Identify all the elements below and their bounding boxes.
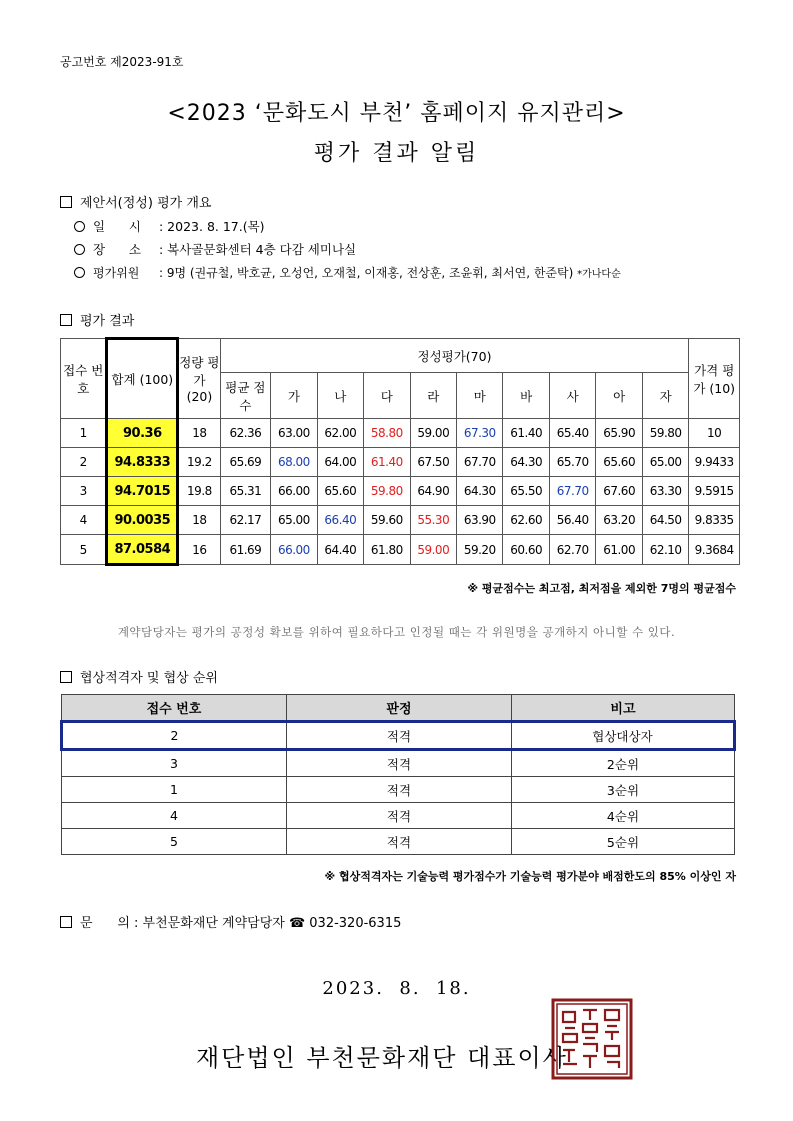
circle-bullet-icon <box>74 267 85 278</box>
price-score: 9.8335 <box>689 506 740 535</box>
overview-heading: 제안서(정성) 평가 개요 <box>60 192 211 211</box>
evaluator-score: 55.30 <box>410 506 456 535</box>
quant-score: 18 <box>178 506 220 535</box>
negotiation-verdict: 적격 <box>286 829 511 855</box>
price-score: 9.3684 <box>689 535 740 565</box>
evaluator-score: 61.80 <box>364 535 410 565</box>
evaluator-score: 60.60 <box>503 535 549 565</box>
header-evaluator: 라 <box>410 373 456 419</box>
evaluator-score: 66.00 <box>271 535 317 565</box>
neg-header-receipt: 접수 번호 <box>62 695 287 722</box>
receipt-number: 3 <box>61 477 107 506</box>
header-total: 합계 (100) <box>107 339 178 419</box>
square-bullet-icon <box>60 314 72 326</box>
neg-header-remark: 비고 <box>511 695 734 722</box>
score-row <box>61 419 740 448</box>
evaluator-score: 61.40 <box>364 448 410 477</box>
average-score: 65.31 <box>220 477 271 506</box>
evaluator-score: 68.00 <box>271 448 317 477</box>
negotiation-table <box>60 694 736 855</box>
evaluator-score: 59.20 <box>457 535 503 565</box>
evaluator-score: 63.90 <box>457 506 503 535</box>
circle-bullet-icon <box>74 221 85 232</box>
evaluator-score: 67.70 <box>549 477 595 506</box>
evaluator-score: 59.00 <box>410 419 456 448</box>
quant-score: 19.2 <box>178 448 220 477</box>
evaluator-score: 59.60 <box>364 506 410 535</box>
neg-header-verdict: 판정 <box>286 695 511 722</box>
evaluator-score: 59.80 <box>642 419 688 448</box>
evaluator-score: 59.80 <box>364 477 410 506</box>
negotiation-remark: 3순위 <box>511 777 734 803</box>
page-subtitle: 평가 결과 알림 <box>313 141 480 166</box>
evaluator-score: 67.60 <box>596 477 642 506</box>
score-table <box>60 337 740 566</box>
header-evaluator: 자 <box>642 373 688 419</box>
price-score: 10 <box>689 419 740 448</box>
header-evaluator: 사 <box>549 373 595 419</box>
contact-info: 문 의 : 부천문화재단 계약담당자 ☎ 032-320-6315 <box>60 912 401 931</box>
evaluator-score: 64.40 <box>317 535 363 565</box>
evaluator-score: 65.70 <box>549 448 595 477</box>
evaluator-score: 62.70 <box>549 535 595 565</box>
score-row <box>61 448 740 477</box>
negotiation-no: 4 <box>62 803 287 829</box>
header-evaluator: 아 <box>596 373 642 419</box>
header-qual: 정성평가(70) <box>220 339 689 373</box>
receipt-number: 1 <box>61 419 107 448</box>
evaluator-score: 64.30 <box>457 477 503 506</box>
negotiation-row <box>62 803 735 829</box>
square-bullet-icon <box>60 196 72 208</box>
average-score: 65.69 <box>220 448 271 477</box>
price-score: 9.9433 <box>689 448 740 477</box>
header-evaluator: 바 <box>503 373 549 419</box>
score-row <box>61 535 740 565</box>
average-note: ※ 평균점수는 최고점, 최저점을 제외한 7명의 평균점수 <box>467 582 736 595</box>
negotiation-row <box>62 777 735 803</box>
evaluator-score: 63.20 <box>596 506 642 535</box>
evaluator-score: 65.60 <box>317 477 363 506</box>
negotiation-remark: 4순위 <box>511 803 734 829</box>
negotiation-no: 5 <box>62 829 287 855</box>
evaluator-score: 58.80 <box>364 419 410 448</box>
official-seal-icon <box>551 998 633 1080</box>
evaluator-score: 64.00 <box>317 448 363 477</box>
header-quant: 정량 평가 (20) <box>178 339 220 419</box>
announcement-date: 2023. 8. 18. <box>322 978 471 999</box>
quant-score: 18 <box>178 419 220 448</box>
evaluator-score: 61.40 <box>503 419 549 448</box>
header-price: 가격 평가 (10) <box>689 339 740 419</box>
circle-bullet-icon <box>74 244 85 255</box>
receipt-number: 5 <box>61 535 107 565</box>
evaluator-score: 64.90 <box>410 477 456 506</box>
square-bullet-icon <box>60 916 72 928</box>
evaluator-score: 62.60 <box>503 506 549 535</box>
evaluator-score: 64.30 <box>503 448 549 477</box>
receipt-number: 4 <box>61 506 107 535</box>
negotiation-row <box>62 750 735 777</box>
negotiation-heading: 협상적격자 및 협상 순위 <box>60 667 218 686</box>
average-score: 61.69 <box>220 535 271 565</box>
negotiation-note: ※ 협상적격자는 기술능력 평가점수가 기술능력 평가분야 배점한도의 85% 이상인 자 <box>324 870 736 883</box>
evaluator-score: 59.00 <box>410 535 456 565</box>
results-heading: 평가 결과 <box>60 310 134 329</box>
total-score: 87.0584 <box>107 535 178 565</box>
quant-score: 19.8 <box>178 477 220 506</box>
evaluator-score: 65.90 <box>596 419 642 448</box>
negotiation-no: 3 <box>62 750 287 777</box>
negotiation-no: 2 <box>62 722 287 750</box>
average-score: 62.36 <box>220 419 271 448</box>
header-receipt: 접수 번호 <box>61 339 107 419</box>
evaluator-score: 65.40 <box>549 419 595 448</box>
evaluator-score: 62.00 <box>317 419 363 448</box>
total-score: 94.8333 <box>107 448 178 477</box>
overview-item-date: 일 시 : 2023. 8. 17.(목) <box>74 217 265 235</box>
total-score: 90.36 <box>107 419 178 448</box>
signer-name: 재단법인 부천문화재단 대표이사 <box>196 1044 568 1072</box>
total-score: 90.0035 <box>107 506 178 535</box>
overview-item-evaluators: 평가위원 : 9명 (권규철, 박호균, 오성언, 오재철, 이재홍, 전상훈, 조윤휘, 최서연, 한준탁) *가나다순 <box>74 264 621 281</box>
negotiation-remark: 협상대상자 <box>511 722 734 750</box>
disclaimer: 계약담당자는 평가의 공정성 확보를 위하여 필요하다고 인정될 때는 각 위원명을 공개하지 아니할 수 있다. <box>117 625 676 639</box>
evaluator-score: 66.40 <box>317 506 363 535</box>
notice-number: 공고번호 제2023-91호 <box>60 55 184 69</box>
evaluator-score: 67.70 <box>457 448 503 477</box>
evaluator-score: 67.30 <box>457 419 503 448</box>
evaluator-score: 61.00 <box>596 535 642 565</box>
header-evaluator: 다 <box>364 373 410 419</box>
evaluator-score: 63.30 <box>642 477 688 506</box>
average-score: 62.17 <box>220 506 271 535</box>
total-score: 94.7015 <box>107 477 178 506</box>
negotiation-row <box>62 722 735 750</box>
header-avg: 평균 점수 <box>220 373 271 419</box>
negotiation-verdict: 적격 <box>286 803 511 829</box>
price-score: 9.5915 <box>689 477 740 506</box>
negotiation-no: 1 <box>62 777 287 803</box>
evaluator-score: 64.50 <box>642 506 688 535</box>
negotiation-verdict: 적격 <box>286 750 511 777</box>
evaluator-score: 63.00 <box>271 419 317 448</box>
negotiation-verdict: 적격 <box>286 777 511 803</box>
evaluator-score: 65.00 <box>642 448 688 477</box>
negotiation-remark: 5순위 <box>511 829 734 855</box>
evaluator-score: 65.50 <box>503 477 549 506</box>
overview-item-place: 장 소 : 복사골문화센터 4층 다감 세미나실 <box>74 240 356 258</box>
score-row <box>61 477 740 506</box>
receipt-number: 2 <box>61 448 107 477</box>
header-evaluator: 가 <box>271 373 317 419</box>
header-evaluator: 나 <box>317 373 363 419</box>
evaluator-score: 66.00 <box>271 477 317 506</box>
evaluator-score: 65.00 <box>271 506 317 535</box>
evaluator-score: 67.50 <box>410 448 456 477</box>
negotiation-remark: 2순위 <box>511 750 734 777</box>
header-evaluator: 마 <box>457 373 503 419</box>
evaluator-score: 62.10 <box>642 535 688 565</box>
score-row <box>61 506 740 535</box>
negotiation-verdict: 적격 <box>286 722 511 750</box>
evaluator-score: 65.60 <box>596 448 642 477</box>
evaluator-score: 56.40 <box>549 506 595 535</box>
page-title: <2023 ‘문화도시 부천’ 홈페이지 유지관리> <box>167 101 626 126</box>
quant-score: 16 <box>178 535 220 565</box>
negotiation-row <box>62 829 735 855</box>
square-bullet-icon <box>60 671 72 683</box>
